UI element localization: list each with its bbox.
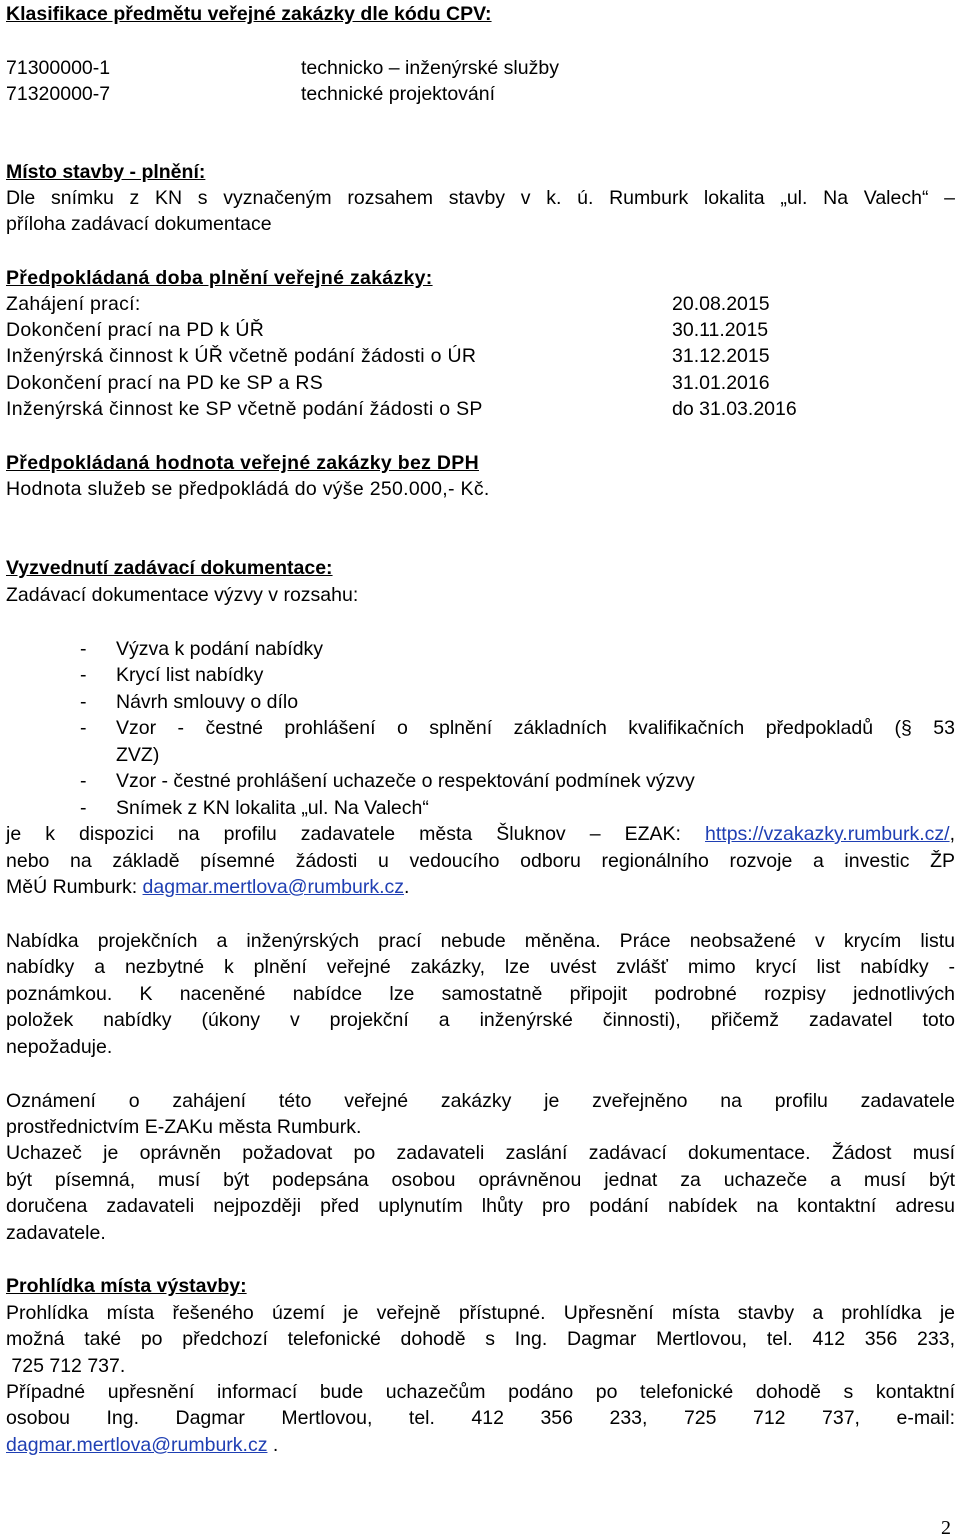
site-text: příloha zadávací dokumentace bbox=[6, 213, 272, 235]
schedule-date: 20.08.2015 bbox=[672, 293, 770, 315]
schedule-label: Dokončení prací na PD ke SP a RS bbox=[6, 372, 324, 394]
email-link[interactable]: dagmar.mertlova@rumburk.cz bbox=[6, 1434, 268, 1456]
list-item-continued: ZVZ) bbox=[116, 744, 160, 766]
list-item: Návrh smlouvy o dílo bbox=[116, 691, 299, 713]
list-bullet: - bbox=[80, 638, 87, 660]
schedule-heading: Předpokládaná doba plnění veřejné zakázky: bbox=[6, 267, 433, 289]
schedule-date: 31.01.2016 bbox=[672, 372, 770, 394]
value-heading: Předpokládaná hodnota veřejné zakázky bez DPH bbox=[6, 452, 479, 474]
docs-heading: Vyzvednutí zadávací dokumentace: bbox=[6, 557, 333, 579]
inspection-text: Případné upřesnění informací bude uchazečům podáno po telefonické dohodě s kontaktní bbox=[6, 1381, 955, 1403]
availability-pre: je k dispozici na profilu zadavatele města Šluknov – EZAK: bbox=[6, 823, 706, 845]
docs-intro: Zadávací dokumentace výzvy v rozsahu: bbox=[6, 584, 359, 606]
notice-text: Uchazeč je oprávněn požadovat po zadavateli zaslání zadávací dokumentace. Žádost musí bbox=[6, 1142, 955, 1164]
availability-text bbox=[6, 875, 409, 899]
page-number: 2 bbox=[941, 1517, 951, 1539]
inspection-text: možná také po předchozí telefonické dohodě s Ing. Dagmar Mertlovou, tel. 412 356 233, bbox=[6, 1328, 955, 1350]
list-bullet: - bbox=[80, 797, 87, 819]
schedule-label: Zahájení prací: bbox=[6, 293, 141, 315]
schedule-date: 30.11.2015 bbox=[672, 319, 769, 341]
notice-text: prostřednictvím E-ZAKu města Rumburk. bbox=[6, 1116, 362, 1138]
availability-post: , bbox=[949, 823, 955, 845]
list-bullet: - bbox=[80, 664, 87, 686]
availability-pre: MěÚ Rumburk: bbox=[6, 876, 143, 898]
cpv-code: 71300000-1 bbox=[6, 57, 111, 79]
offer-text: nepožaduje. bbox=[6, 1036, 113, 1058]
list-bullet: - bbox=[80, 770, 87, 792]
availability-text bbox=[6, 822, 955, 846]
list-item: Výzva k podání nabídky bbox=[116, 638, 324, 660]
inspection-text: osobou Ing. Dagmar Mertlovou, tel. 412 356 233, 725 712 737, e-mail: bbox=[6, 1407, 955, 1429]
offer-text: položek nabídky (úkony v projekční a inženýrské činnosti), přičemž zadavatel toto bbox=[6, 1009, 955, 1031]
inspection-text: Prohlídka místa řešeného území je veřejně přístupné. Upřesnění místa stavby a prohlídka je bbox=[6, 1302, 955, 1324]
schedule-date: 31.12.2015 bbox=[672, 345, 770, 367]
notice-text: doručena zadavateli nejpozději před uplynutím lhůty pro podání nabídek na kontaktní adresu bbox=[6, 1195, 955, 1217]
cpv-heading: Klasifikace předmětu veřejné zakázky dle kódu CPV: bbox=[6, 3, 492, 25]
offer-text: nabídky a nezbytné k plnění veřejné zakázky, lze uvést zvlášť mimo krycí list nabídky - bbox=[6, 956, 955, 978]
availability-text: nebo na základě písemné žádosti u vedoucího odboru regionálního rozvoje a investic ŽP bbox=[6, 850, 955, 872]
inspection-text: 725 712 737. bbox=[6, 1355, 126, 1377]
profile-link[interactable]: https://vzakazky.rumburk.cz/ bbox=[705, 823, 950, 845]
inspection-heading: Prohlídka místa výstavby: bbox=[6, 1275, 247, 1297]
list-item: Vzor - čestné prohlášení o splnění základních kvalifikačních předpokladů (§ 53 bbox=[116, 717, 955, 739]
schedule-date: do 31.03.2016 bbox=[672, 398, 797, 420]
cpv-desc: technicko – inženýrské služby bbox=[301, 57, 559, 79]
cpv-desc: technické projektování bbox=[301, 83, 496, 105]
availability-post: . bbox=[404, 876, 410, 898]
offer-text: Nabídka projekčních a inženýrských prací nebude měněna. Práce neobsažené v krycím listu bbox=[6, 930, 955, 952]
schedule-label: Dokončení prací na PD k ÚŘ bbox=[6, 319, 265, 341]
notice-text: Oznámení o zahájení této veřejné zakázky je zveřejněno na profilu zadavatele bbox=[6, 1090, 955, 1112]
notice-text: být písemná, musí být podepsána osobou oprávněnou jednat za uchazeče a musí být bbox=[6, 1169, 955, 1191]
list-bullet: - bbox=[80, 717, 87, 739]
value-text: Hodnota služeb se předpokládá do výše 250.000,- Kč. bbox=[6, 478, 490, 500]
list-item: Krycí list nabídky bbox=[116, 664, 264, 686]
list-item: Snímek z KN lokalita „ul. Na Valech“ bbox=[116, 797, 429, 819]
list-bullet: - bbox=[80, 691, 87, 713]
schedule-label: Inženýrská činnost k ÚŘ včetně podání žádosti o ÚR bbox=[6, 345, 477, 367]
offer-text: poznámkou. K naceněné nabídce lze samostatně připojit podrobné rozpisy jednotlivých bbox=[6, 983, 955, 1005]
schedule-label: Inženýrská činnost ke SP včetně podání žádosti o SP bbox=[6, 398, 483, 420]
list-item: Vzor - čestné prohlášení uchazeče o respektování podmínek výzvy bbox=[116, 770, 695, 792]
email-post: . bbox=[267, 1434, 279, 1456]
email-link[interactable]: dagmar.mertlova@rumburk.cz bbox=[142, 876, 404, 898]
notice-text: zadavatele. bbox=[6, 1222, 106, 1244]
cpv-code: 71320000-7 bbox=[6, 83, 111, 105]
site-heading: Místo stavby - plnění: bbox=[6, 161, 206, 183]
site-text: Dle snímku z KN s vyznačeným rozsahem stavby v k. ú. Rumburk lokalita „ul. Na Valech“ – bbox=[6, 187, 955, 209]
inspection-email-line bbox=[6, 1433, 278, 1457]
